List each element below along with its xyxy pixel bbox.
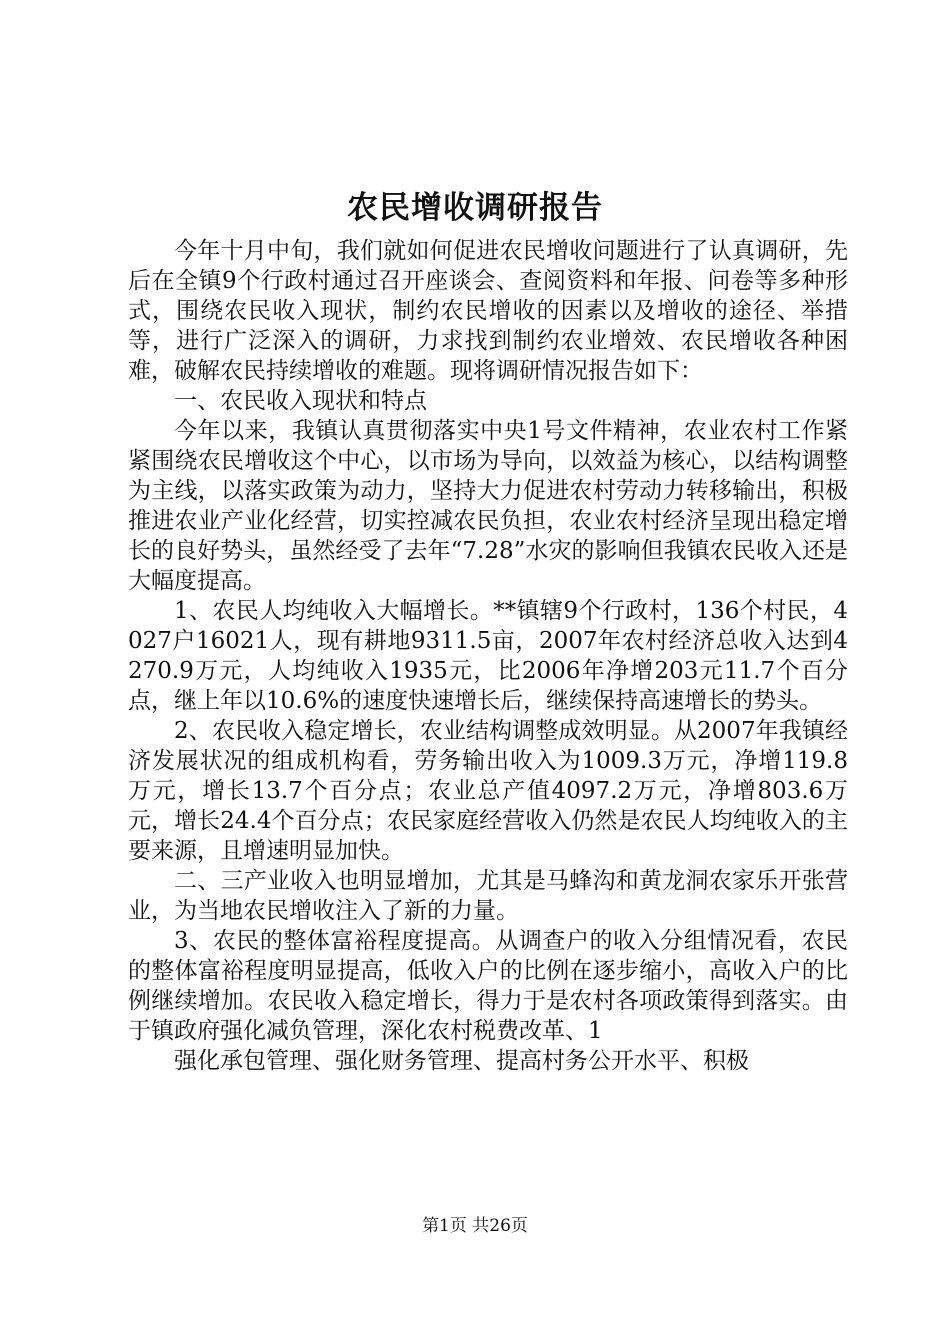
document-body: [128, 236, 848, 1076]
paragraph-overview: 今年以来，我镇认真贯彻落实中央1号文件精神，农业农村工作紧紧围绕农民增收这个中心，以市场为导向，以效益为核心，以结构调整为主线，以落实政策为动力，坚持大力促进农村劳动力转移输出，积极推进农业产业化经营，切实控减农民负担，农业农村经济呈现出稳定增长的良好势头，虽然经受了去年“7.28”水灾的影响但我镇农民收入还是大幅度提高。: [128, 418, 848, 594]
page-number: 第1页 共26页: [422, 1216, 528, 1236]
section-heading-1: 一、农民收入现状和特点: [174, 388, 427, 414]
paragraph-point-2: 2、农民收入稳定增长，农业结构调整成效明显。从2007年我镇经济发展状况的组成机构看，劳务输出收入为1009.3万元，净增119.8万元，增长13.7个百分点；农业总产值4097.2万元，净增803.6万元，增长24.4个百分点；农民家庭经营收入仍然是农民人均纯收入的主要来源，且增速明显加快。: [128, 718, 848, 864]
paragraph-tertiary-income: 二、三产业收入也明显增加，尤其是马蜂沟和黄龙洞农家乐开张营业，为当地农民增收注入了新的力量。: [128, 868, 848, 924]
paragraph-continued: 强化承包管理、强化财务管理、提高村务公开水平、积极: [174, 1048, 749, 1074]
paragraph-point-3: 3、农民的整体富裕程度提高。从调查户的收入分组情况看，农民的整体富裕程度明显提高，低收入户的比例在逐步缩小，高收入户的比例继续增加。农民收入稳定增长，得力于是农村各项政策得到落实。由于镇政府强化减负管理，深化农村税费改革、1: [128, 928, 848, 1044]
document-title: 农民增收调研报告: [347, 190, 603, 226]
paragraph-intro: 今年十月中旬，我们就如何促进农民增收问题进行了认真调研，先后在全镇9个行政村通过召开座谈会、查阅资料和年报、问卷等多种形式，围绕农民收入现状，制约农民增收的因素以及增收的途径、举措等，进行广泛深入的调研，力求找到制约农业增效、农民增收各种困难，破解农民持续增收的难题。现将调研情况报告如下：: [128, 238, 848, 384]
paragraph-point-1: 1、农民人均纯收入大幅增长。**镇辖9个行政村，136个村民，4027户16021人，现有耕地9311.5亩，2007年农村经济总收入达到4270.9万元，人均纯收入1935元，比2006年净增203元11.7个百分点，继上年以10.6%的速度快速增长后，继续保持高速增长的势头。: [128, 598, 848, 714]
